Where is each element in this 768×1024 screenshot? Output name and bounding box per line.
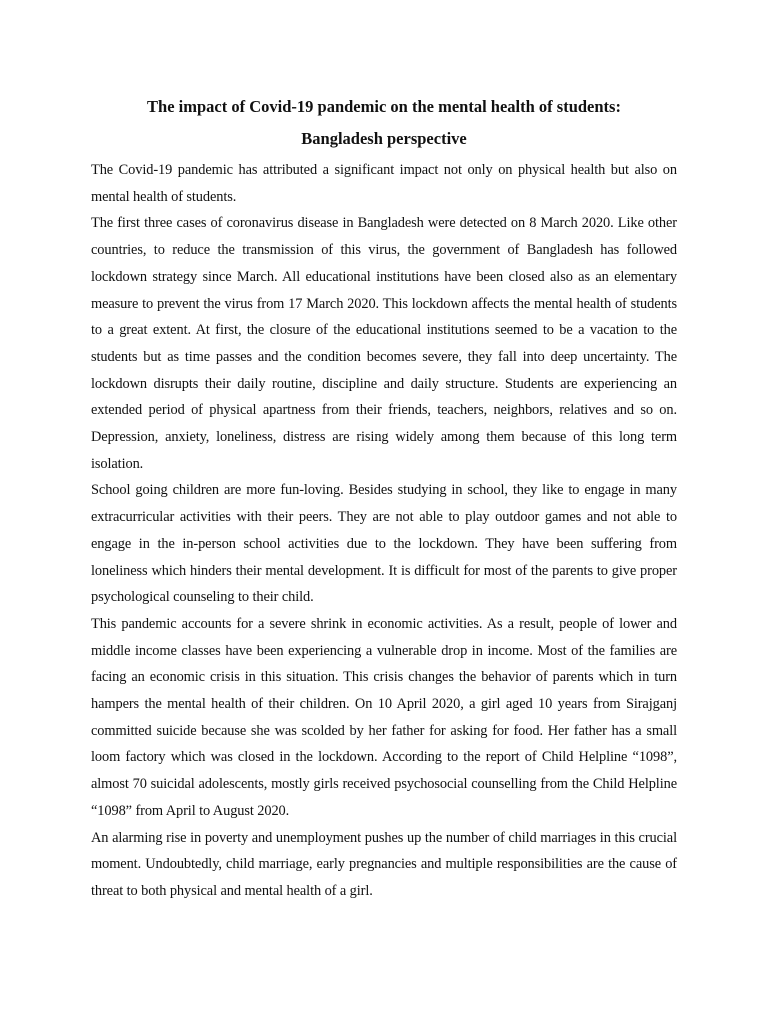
document-body <box>91 91 677 905</box>
paragraph-child-marriage: An alarming rise in poverty and unemployment pushes up the number of child marriages in this crucial moment. Undoubtedly, child marriage, early pregnancies and multiple responsibilities are the cause of threat to both physical and mental health of a girl. <box>91 829 677 899</box>
paragraph-lockdown: The first three cases of coronavirus disease in Bangladesh were detected on 8 March 2020. Like other countries, to reduce the transmission of this virus, the government of Bangladesh has followed lockdown strategy since March. All educational institutions have been closed also as an elementary measure to prevent the virus from 17 March 2020. This lockdown affects the mental health of students to a great extent. At first, the closure of the educational institutions seemed to be a vacation to the students but as time passes and the condition becomes severe, they fall into deep uncertainty. The lockdown disrupts their daily routine, discipline and daily structure. Students are experiencing an extended period of physical apartness from their friends, teachers, neighbors, relatives and so on. Depression, anxiety, loneliness, distress are rising widely among them because of this long term isolation. <box>91 215 677 472</box>
paragraph-intro: The Covid-19 pandemic has attributed a significant impact not only on physical health but also on mental health of students. <box>91 162 677 205</box>
title-line-2: Bangladesh perspective <box>301 129 467 148</box>
document-title <box>91 91 677 155</box>
paragraph-economic: This pandemic accounts for a severe shrink in economic activities. As a result, people of lower and middle income classes have been experiencing a vulnerable drop in income. Most of the families are facing an economic crisis in this situation. This crisis changes the behavior of parents which in turn hampers the mental health of their children. On 10 April 2020, a girl aged 10 years from Sirajganj committed suicide because she was scolded by her father for asking for food. Her father has a small loom factory which was closed in the lockdown. According to the report of Child Helpline “1098”, almost 70 suicidal adolescents, mostly girls received psychosocial counselling from the Child Helpline “1098” from April to August 2020. <box>91 615 677 819</box>
paragraph-school-children: School going children are more fun-loving. Besides studying in school, they like to engage in many extracurricular activities with their peers. They are not able to play outdoor games and not able to engage in the in-person school activities due to the lockdown. They have been suffering from loneliness which hinders their mental development. It is difficult for most of the parents to give proper psychological counseling to their child. <box>91 482 677 606</box>
title-line-1: The impact of Covid-19 pandemic on the mental health of students: <box>147 97 621 116</box>
